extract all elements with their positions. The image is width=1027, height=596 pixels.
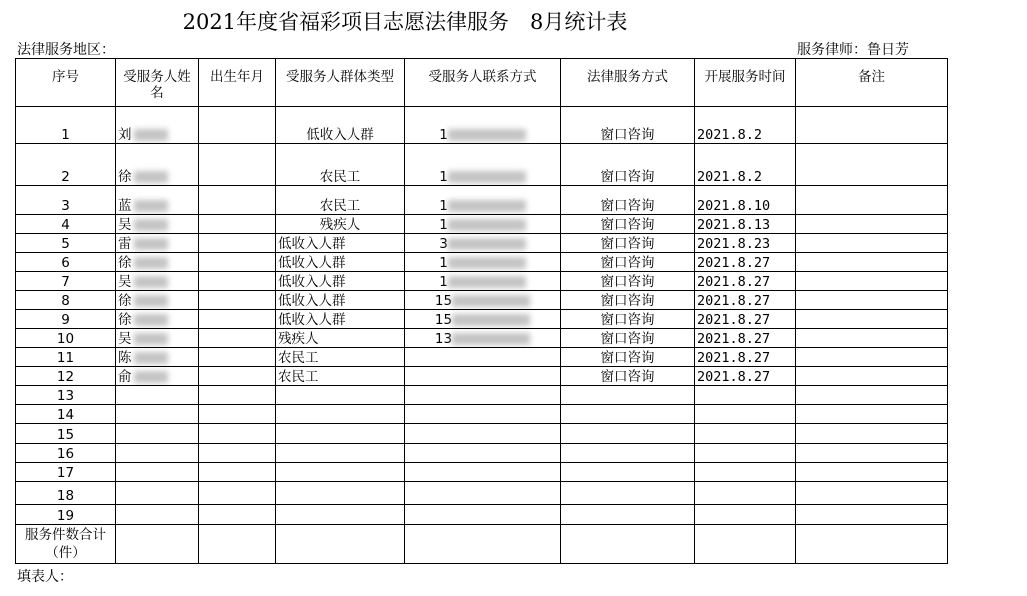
cell-date-text: 2021.8.27 [697,293,771,309]
cell-seq-text: 13 [56,388,75,404]
cell-name [116,253,199,272]
cell-birth [199,186,276,215]
cell-seq-text: 6 [61,255,70,271]
cell-group-text: 残疾人 [319,217,361,233]
cell-note [796,272,948,291]
cell-name [116,291,199,310]
cell-seq [16,386,116,405]
cell-note [796,348,948,367]
cell-seq [16,310,116,329]
cell-seq [16,107,116,144]
cell-seq [16,348,116,367]
cell-group [276,444,405,463]
redaction-blur [448,238,526,250]
total-cell [276,525,405,564]
cell-seq [16,405,116,424]
cell-group [276,386,405,405]
cell-note [796,310,948,329]
redaction-blur [452,295,530,307]
cell-date-text: 2021.8.23 [697,236,771,252]
cell-date [695,272,796,291]
cell-date-text: 2021.8.27 [697,312,771,328]
cell-seq [16,424,116,444]
cell-phone [405,253,561,272]
table-row [16,186,948,215]
total-cell [199,525,276,564]
cell-note [796,463,948,482]
region-label: 法律服务地区： [17,42,115,58]
redaction-blur [448,257,526,269]
cell-method [561,186,695,215]
header-birth: 出生年月 [199,59,276,107]
cell-birth [199,253,276,272]
cell-birth [199,107,276,144]
cell-date-text: 2021.8.27 [697,331,771,347]
cell-phone [405,107,561,144]
cell-group [276,272,405,291]
cell-date [695,144,796,186]
redaction-blur [134,352,168,364]
cell-seq-text: 12 [56,369,75,385]
total-cell [796,525,948,564]
cell-phone [405,329,561,348]
cell-method [561,272,695,291]
table-row [16,272,948,291]
cell-phone [405,463,561,482]
cell-seq [16,144,116,186]
cell-group-text: 农民工 [278,350,319,366]
table-row [16,310,948,329]
cell-method [561,505,695,525]
cell-group-text: 农民工 [319,198,361,214]
cell-date [695,186,796,215]
cell-seq-text: 4 [61,217,70,233]
cell-method-text: 窗口咨询 [600,127,655,143]
cell-phone [405,424,561,444]
cell-method-text: 窗口咨询 [600,274,655,290]
header-method: 法律服务方式 [561,59,695,107]
cell-birth [199,234,276,253]
cell-group [276,405,405,424]
cell-seq-text: 15 [56,427,75,443]
cell-name-text: 刘 [118,127,132,143]
cell-name [116,348,199,367]
cell-group [276,186,405,215]
cell-name [116,329,199,348]
cell-group [276,234,405,253]
cell-date-text: 2021.8.2 [697,127,763,143]
total-cell [561,525,695,564]
cell-name-text: 吴 [118,274,132,290]
cell-name-text: 俞 [118,369,132,385]
cell-group-text: 低收入人群 [278,312,346,328]
cell-note [796,367,948,386]
cell-seq-text: 1 [61,127,70,143]
cell-date [695,463,796,482]
cell-phone [405,144,561,186]
cell-method-text: 窗口咨询 [600,169,655,185]
cell-name [116,405,199,424]
cell-method [561,348,695,367]
cell-phone [405,234,561,253]
cell-name-text: 吴 [118,331,132,347]
table-row [16,367,948,386]
redaction-blur [452,333,530,345]
cell-method [561,444,695,463]
header-group: 受服务人群体类型 [276,59,405,107]
cell-group [276,348,405,367]
cell-method-text: 窗口咨询 [600,293,655,309]
redaction-blur [134,129,168,141]
table-row [16,463,948,482]
cell-name [116,367,199,386]
redaction-blur [134,276,168,288]
redaction-blur [134,314,168,326]
table-row [16,234,948,253]
cell-date [695,482,796,505]
table-row [16,444,948,463]
cell-seq [16,444,116,463]
cell-note [796,234,948,253]
cell-method [561,424,695,444]
cell-birth [199,424,276,444]
cell-date [695,310,796,329]
cell-name [116,463,199,482]
cell-note [796,482,948,505]
cell-date-text: 2021.8.10 [697,198,771,214]
cell-seq [16,291,116,310]
cell-seq-text: 11 [56,350,75,366]
cell-note [796,329,948,348]
cell-birth [199,463,276,482]
cell-name [116,234,199,253]
cell-note [796,186,948,215]
cell-birth [199,144,276,186]
table-row [16,424,948,444]
cell-method-text: 窗口咨询 [600,255,655,271]
redaction-blur [134,295,168,307]
cell-name-text: 徐 [118,169,132,185]
cell-method [561,107,695,144]
cell-note [796,215,948,234]
total-cell [695,525,796,564]
redaction-blur [134,333,168,345]
cell-date [695,234,796,253]
cell-method [561,310,695,329]
cell-note [796,444,948,463]
cell-phone [405,482,561,505]
table-row [16,144,948,186]
total-cell [116,525,199,564]
cell-name-text: 徐 [118,312,132,328]
cell-seq-text: 18 [56,488,75,504]
cell-note [796,144,948,186]
cell-date [695,386,796,405]
cell-phone [405,215,561,234]
cell-group [276,367,405,386]
cell-seq [16,505,116,525]
redaction-blur [134,238,168,250]
cell-name [116,386,199,405]
total-cell [405,525,561,564]
cell-method [561,463,695,482]
cell-seq-text: 5 [61,236,70,252]
cell-phone [405,367,561,386]
cell-phone-text: 1 [439,169,448,185]
cell-name [116,310,199,329]
cell-group-text: 低收入人群 [278,274,346,290]
cell-birth [199,405,276,424]
header-phone: 受服务人联系方式 [405,59,561,107]
cell-phone [405,386,561,405]
cell-note [796,405,948,424]
cell-seq-text: 7 [61,274,70,290]
cell-birth [199,348,276,367]
cell-name-text: 雷 [118,236,132,252]
cell-date [695,329,796,348]
header-seq: 序号 [16,59,116,107]
cell-group-text: 农民工 [319,169,361,185]
cell-name [116,107,199,144]
cell-phone [405,405,561,424]
cell-group-text: 低收入人群 [278,255,346,271]
cell-method-text: 窗口咨询 [600,312,655,328]
cell-phone [405,186,561,215]
table-row [16,253,948,272]
cell-seq-text: 10 [56,331,75,347]
cell-seq-text: 3 [61,198,70,214]
cell-date [695,253,796,272]
cell-method [561,253,695,272]
cell-note [796,253,948,272]
table-row [16,482,948,505]
cell-method [561,144,695,186]
cell-phone-text: 1 [439,127,448,143]
cell-method-text: 窗口咨询 [600,236,655,252]
cell-method-text: 窗口咨询 [600,331,655,347]
cell-group [276,424,405,444]
table-row [16,348,948,367]
redaction-blur [134,257,168,269]
cell-birth [199,291,276,310]
cell-group-text: 农民工 [278,369,319,385]
cell-group [276,505,405,525]
cell-group-text: 残疾人 [278,331,319,347]
cell-seq [16,482,116,505]
table-row [16,107,948,144]
cell-birth [199,482,276,505]
cell-name-text: 吴 [118,217,132,233]
cell-method [561,329,695,348]
redaction-blur [448,129,526,141]
cell-seq-text: 16 [56,446,75,462]
cell-name-text: 徐 [118,293,132,309]
cell-phone-text: 3 [439,236,448,252]
cell-method-text: 窗口咨询 [600,217,655,233]
cell-seq [16,329,116,348]
header-row [16,59,948,107]
cell-method [561,291,695,310]
cell-name-text: 陈 [118,350,132,366]
cell-date-text: 2021.8.27 [697,274,771,290]
cell-birth [199,329,276,348]
cell-phone-text: 15 [434,293,453,309]
cell-seq-text: 14 [56,407,75,423]
table-row [16,215,948,234]
total-row [16,525,948,564]
cell-date [695,367,796,386]
cell-group [276,107,405,144]
cell-name [116,444,199,463]
cell-date [695,348,796,367]
cell-seq [16,272,116,291]
cell-date [695,505,796,525]
cell-name [116,424,199,444]
cell-date [695,291,796,310]
cell-seq-text: 19 [56,508,75,524]
cell-name-text: 蓝 [118,198,132,214]
cell-phone-text: 1 [439,255,448,271]
cell-birth [199,386,276,405]
cell-group-text: 低收入人群 [278,236,346,252]
cell-method [561,367,695,386]
cell-group [276,253,405,272]
cell-phone [405,310,561,329]
redaction-blur [448,200,526,212]
cell-name [116,186,199,215]
cell-note [796,505,948,525]
header-date: 开展服务时间 [695,59,796,107]
cell-birth [199,367,276,386]
redaction-blur [134,371,168,383]
cell-phone-text: 1 [439,217,448,233]
cell-phone [405,272,561,291]
cell-method [561,234,695,253]
cell-note [796,107,948,144]
cell-name [116,215,199,234]
cell-group-text: 低收入人群 [306,127,374,143]
cell-date [695,444,796,463]
cell-group [276,329,405,348]
cell-date-text: 2021.8.27 [697,255,771,271]
cell-note [796,424,948,444]
cell-seq [16,186,116,215]
cell-birth [199,444,276,463]
filler-label: 填表人： [17,569,73,585]
cell-phone-text: 13 [434,331,453,347]
cell-group [276,291,405,310]
cell-note [796,386,948,405]
cell-seq-text: 9 [61,312,70,328]
redaction-blur [134,171,168,183]
cell-method-text: 窗口咨询 [600,198,655,214]
cell-name-text: 徐 [118,255,132,271]
cell-method [561,215,695,234]
cell-name [116,505,199,525]
cell-date-text: 2021.8.13 [697,217,771,233]
cell-phone [405,291,561,310]
redaction-blur [448,276,526,288]
cell-seq-text: 17 [56,465,75,481]
table-row [16,386,948,405]
cell-phone [405,444,561,463]
cell-method [561,482,695,505]
cell-group [276,463,405,482]
cell-date-text: 2021.8.27 [697,350,771,366]
cell-method [561,386,695,405]
table-row [16,405,948,424]
cell-date [695,107,796,144]
table-row [16,291,948,310]
cell-method [561,405,695,424]
cell-method-text: 窗口咨询 [600,369,655,385]
cell-group [276,310,405,329]
cell-name [116,482,199,505]
total-label: 服务件数合计（件） [16,525,116,564]
cell-group [276,144,405,186]
cell-phone [405,505,561,525]
cell-date-text: 2021.8.2 [697,169,763,185]
table-row [16,329,948,348]
sheet-title: 2021年度省福彩项目志愿法律服务 8月统计表 [182,10,628,34]
lawyer-label: 服务律师：鲁日芳 [797,42,909,58]
cell-method-text: 窗口咨询 [600,350,655,366]
cell-seq [16,463,116,482]
cell-birth [199,215,276,234]
cell-phone-text: 15 [434,312,453,328]
header-note: 备注 [796,59,948,107]
cell-phone [405,348,561,367]
cell-date [695,215,796,234]
cell-seq-text: 2 [61,169,70,185]
cell-birth [199,272,276,291]
redaction-blur [134,200,168,212]
cell-date-text: 2021.8.27 [697,369,771,385]
cell-group-text: 低收入人群 [278,293,346,309]
redaction-blur [134,219,168,231]
table-row [16,505,948,525]
cell-birth [199,310,276,329]
cell-phone-text: 1 [439,274,448,290]
cell-seq [16,253,116,272]
redaction-blur [448,219,526,231]
cell-seq [16,234,116,253]
cell-group [276,482,405,505]
service-table [15,58,948,564]
redaction-blur [448,171,526,183]
cell-date [695,424,796,444]
cell-group [276,215,405,234]
header-name: 受服务人姓名 [116,59,199,107]
cell-date [695,405,796,424]
cell-seq [16,215,116,234]
cell-name [116,144,199,186]
cell-birth [199,505,276,525]
cell-seq-text: 8 [61,293,70,309]
cell-name [116,272,199,291]
cell-note [796,291,948,310]
redaction-blur [452,314,530,326]
cell-seq [16,367,116,386]
cell-phone-text: 1 [439,198,448,214]
